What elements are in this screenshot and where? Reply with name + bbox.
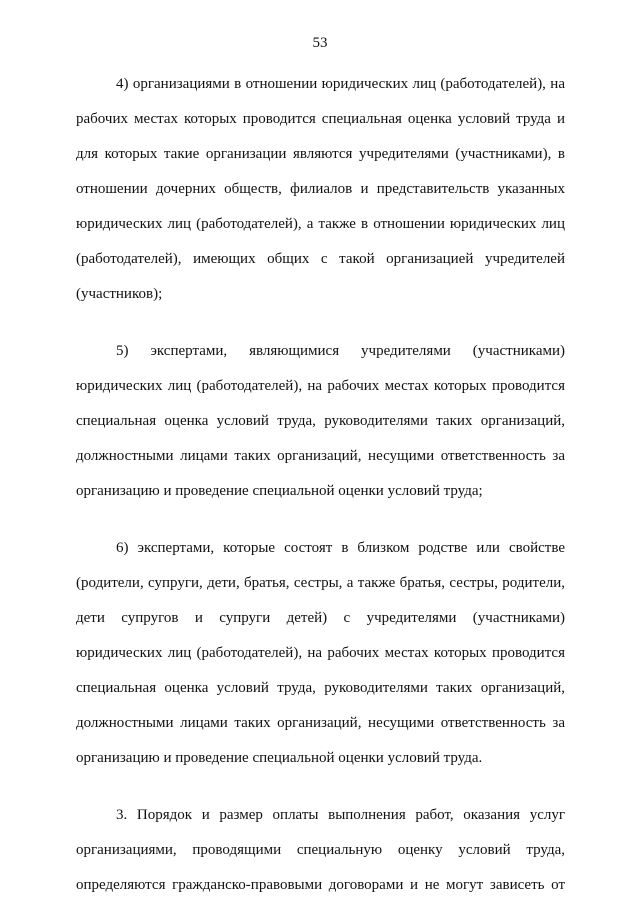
text-line: организациями, проводящими специальную оценку условий труда, (76, 842, 565, 858)
text-line: юридических лиц (работодателей), на рабочих местах которых проводится (76, 645, 565, 661)
paragraph-item-6 (76, 531, 565, 776)
document-body (76, 67, 565, 903)
text-line: специальная оценка условий труда, руководителями таких организаций, (76, 680, 565, 696)
text-line: отношении дочерних обществ, филиалов и представительств указанных (76, 181, 565, 197)
text-line: (работодателей), имеющих общих с такой организацией учредителей (76, 251, 565, 267)
text-line: 6) экспертами, которые состоят в близком родстве или свойстве (116, 540, 565, 556)
text-line: 4) организациями в отношении юридических лиц (работодателей), на (116, 76, 565, 92)
text-line: должностными лицами таких организаций, несущими ответственность за (76, 715, 565, 731)
text-line: организацию и проведение специальной оценки условий труда; (76, 483, 483, 499)
text-line: 3. Порядок и размер оплаты выполнения работ, оказания услуг (116, 807, 565, 823)
text-line: дети супругов и супруги детей) с учредителями (участниками) (76, 610, 565, 626)
paragraph-section-3 (76, 798, 565, 903)
text-line: организацию и проведение специальной оценки условий труда. (76, 750, 483, 766)
text-line: определяются гражданско-правовыми договорами и не могут зависеть от (76, 877, 565, 893)
text-line: (родители, супруги, дети, братья, сестры, а также братья, сестры, родители, (76, 575, 565, 591)
text-line: (участников); (76, 286, 163, 302)
text-line: специальная оценка условий труда, руководителями таких организаций, (76, 413, 565, 429)
paragraph-item-4 (76, 67, 565, 312)
text-line: должностными лицами таких организаций, несущими ответственность за (76, 448, 565, 464)
text-line: рабочих местах которых проводится специальная оценка условий труда и (76, 111, 565, 127)
text-line: юридических лиц (работодателей), а также в отношении юридических лиц (76, 216, 565, 232)
page-number: 53 (312, 35, 328, 51)
paragraph-item-5 (76, 334, 565, 509)
text-line: 5) экспертами, являющимися учредителями (участниками) (116, 343, 565, 359)
text-line: для которых такие организации являются учредителями (участниками), в (76, 146, 565, 162)
text-line: юридических лиц (работодателей), на рабочих местах которых проводится (76, 378, 565, 394)
